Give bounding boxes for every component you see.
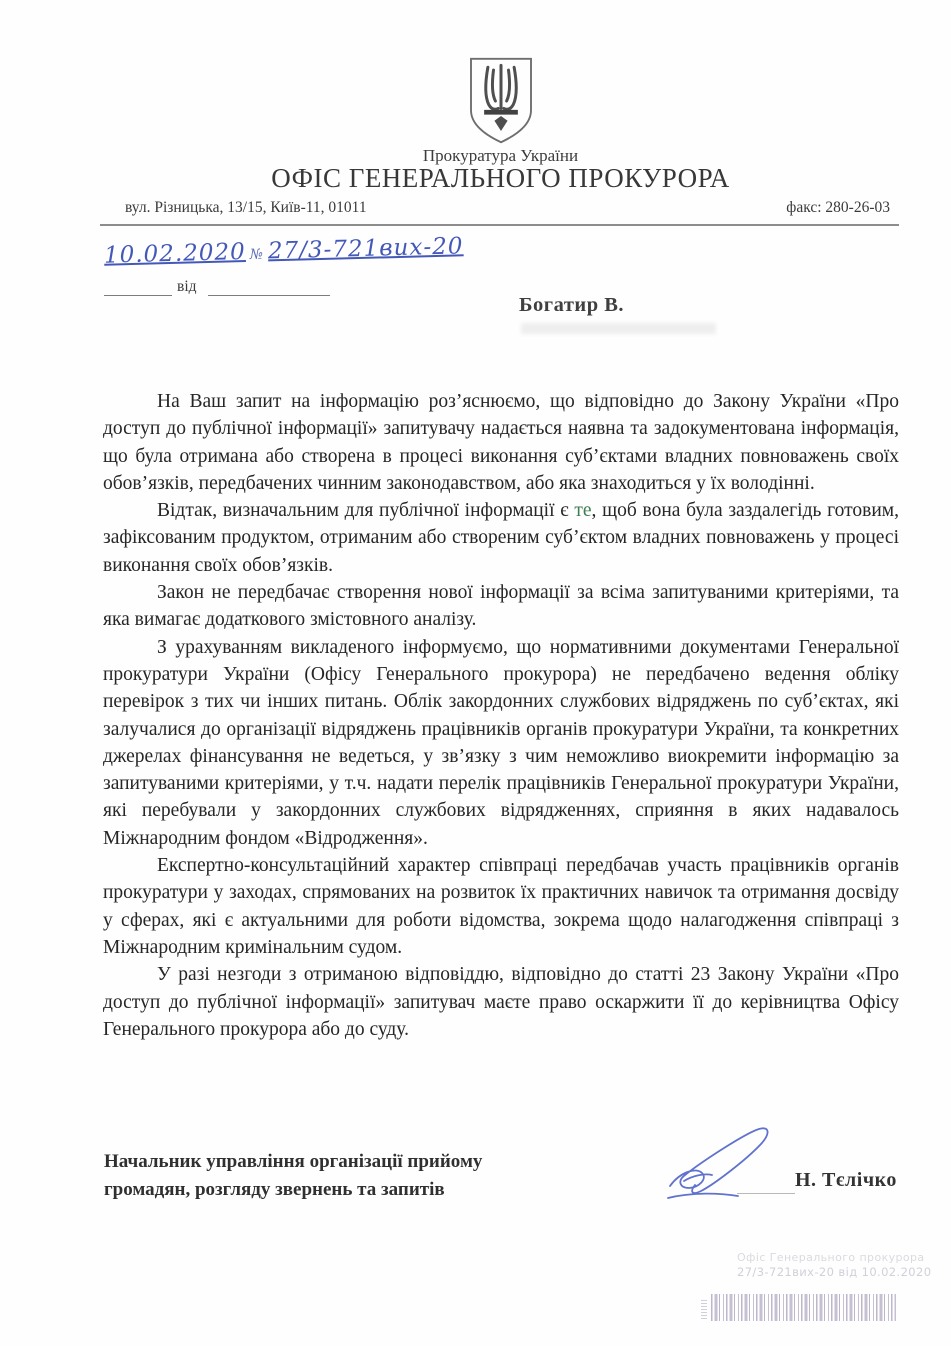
org-fax: факс: 280-26-03 <box>786 199 890 216</box>
letter-body <box>103 388 899 1043</box>
handwritten-date: 10.02.2020 <box>103 239 247 269</box>
handwritten-registration <box>104 233 464 268</box>
paragraph-1: На Ваш запит на інформацію роз’яснюємо, що відповідно до Закону України «Про доступ до публічної інформації» запитувачу надається наявна та задокументована інформація, що була отримана або створена в процесі виконання суб’єктами владних повноважень своїх обов’язків, передбачених чинним законодавством, або яка знаходиться у їх володінні. <box>103 391 899 494</box>
handwritten-number: 27/3-721вих-20 <box>267 233 464 265</box>
signer-title-line1: Начальник управління організації прийому <box>104 1151 483 1172</box>
paragraph-2 <box>103 497 899 579</box>
handwritten-signature-icon <box>658 1126 803 1214</box>
signer-name: Н. Тєлічко <box>795 1169 897 1191</box>
signer-title <box>104 1148 584 1204</box>
faded-scan-artifact <box>521 323 716 334</box>
blank-line-right <box>208 295 330 296</box>
paragraph-4: З урахуванням викладеного інформуємо, що нормативними документами Генеральної прокуратури України (Офісу Генерального прокурора) не передбачено ведення обліку перевірок з тих чи інших питань. Облік закордонних службових відряджень по суб’єктах, які залучалися до організації відряджень працівників органів прокуратури України, та конкретних джерелах фінансування не ведеться, у зв’язку з чим неможливо виокремити інформацію за запитуваними критеріями, у т.ч. надати перелік працівників Генеральної прокуратури України, які перебували у закордонних службових відрядженнях, сприяння в яких надавалось Міжнародним фондом «Відродження». <box>103 636 899 849</box>
paragraph-2-green-word: те <box>574 500 592 522</box>
paragraph-2-pre: Відтак, визначальним для публічної інформації є <box>157 500 575 522</box>
paragraph-6: У разі незгоди з отриманою відповіддю, відповідно до статті 23 Закону України «Про доступ до публічної інформації» запитувач маєте право оскаржити її до керівництва Офісу Генерального прокурора або до суду. <box>103 964 899 1040</box>
org-address: вул. Різницька, 13/15, Київ-11, 01011 <box>125 199 367 216</box>
vid-label: від <box>177 278 197 295</box>
paragraph-5: Експертно-консультаційний характер співпраці передбачав участь працівників органів прокуратури у заходах, спрямованих на розвиток їх практичних навичок та отримання досвіду у сферах, які є актуальними для роботи відомства, зокрема щодо налагодження співпраці з Міжнародним кримінальним судом. <box>103 855 899 958</box>
stamp-number-line: 27/3-721вих-20 від 10.02.2020 <box>737 1265 932 1279</box>
number-sign: № <box>249 246 265 263</box>
org-subtitle: Прокуратура України <box>422 146 579 165</box>
paragraph-2-post: , щоб вона була заздалегідь готовим, зафіксованим продуктом, отриманим або створеним суб’єктом владних повноважень у процесі виконання своїх обов’язків. <box>103 500 899 576</box>
address-row <box>103 199 898 217</box>
header-divider <box>100 224 899 226</box>
registration-barcode <box>711 1294 896 1321</box>
ukraine-trident-emblem-icon <box>456 56 546 146</box>
signature-baseline <box>737 1193 795 1194</box>
signer-title-line2: громадян, розгляду звернень та запитів <box>104 1179 445 1200</box>
barcode-side-mark <box>701 1299 707 1319</box>
paragraph-3: Закон не передбачає створення нової інформації за всіма запитуваними критеріями, та яка вимагає додаткового змістовного аналізу. <box>103 582 899 631</box>
org-title: ОФІС ГЕНЕРАЛЬНОГО ПРОКУРОРА <box>271 163 730 193</box>
stamp-office-line: Офіс Генерального прокурора <box>737 1251 925 1264</box>
blank-line-left <box>104 295 172 296</box>
addressee-name: Богатир В. <box>519 294 625 316</box>
